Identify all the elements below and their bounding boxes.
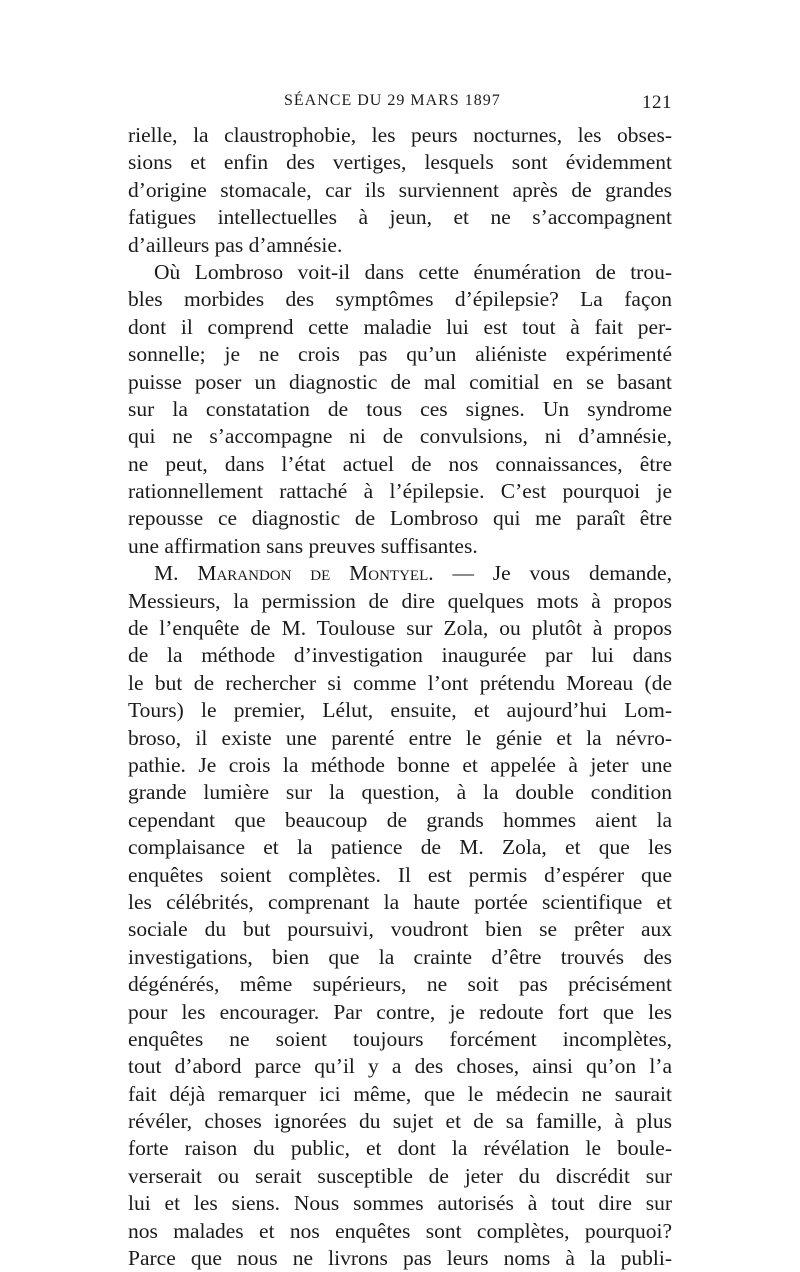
text-line: dont il comprend cette maladie lui est tout à fait per-	[128, 314, 672, 339]
text-line: sonnelle; je ne crois pas qu’un aliéniste expérimenté	[128, 342, 672, 367]
text-line	[128, 560, 672, 587]
text-line: le but de rechercher si comme l’ont prétendu Moreau (de	[128, 670, 672, 695]
text-line: grande lumière sur la question, à la double condition	[128, 780, 672, 805]
body-text	[128, 122, 672, 1272]
text-line: forte raison du public, et dont la révélation le boule-	[128, 1136, 672, 1161]
text-line: qui ne s’accompagne ni de convulsions, ni d’amnésie,	[128, 424, 672, 449]
book-page	[128, 90, 672, 1272]
text-line: investigations, bien que la crainte d’être trouvés des	[128, 944, 672, 969]
text-line: de l’enquête de M. Toulouse sur Zola, ou plutôt à propos	[128, 616, 672, 641]
text-line: tout d’abord parce qu’il y a des choses, ainsi qu’on l’a	[128, 1054, 672, 1079]
text-line: verserait ou serait susceptible de jeter du discrédit sur	[128, 1163, 672, 1188]
text-line: fait déjà remarquer ici même, que le médecin ne saurait	[128, 1081, 672, 1106]
text-line: Messieurs, la permission de dire quelques mots à propos	[128, 588, 672, 613]
text-line: nos malades et nos enquêtes sont complètes, pourquoi?	[128, 1218, 672, 1243]
text-line: dégénérés, même supérieurs, ne soit pas précisément	[128, 972, 672, 997]
text-line: Où Lombroso voit-il dans cette énumération de trou-	[154, 259, 672, 284]
text-line: d’ailleurs pas d’amnésie.	[128, 232, 343, 257]
text-line: pour les encourager. Par contre, je redoute fort que les	[128, 999, 672, 1024]
text-line: les célébrités, comprenant la haute portée scientifique et	[128, 889, 672, 914]
text-line: cependant que beaucoup de grands hommes aient la	[128, 807, 672, 832]
text-line: ne peut, dans l’état actuel de nos connaissances, être	[128, 451, 672, 476]
text-line: une affirmation sans preuves suffisantes.	[128, 533, 478, 558]
text-line: lui et les siens. Nous sommes autorisés à tout dire sur	[128, 1191, 672, 1216]
running-head-title: SÉANCE DU 29 MARS 1897	[284, 92, 501, 109]
text-line: révéler, choses ignorées du sujet et de sa famille, à plus	[128, 1109, 672, 1134]
text-line: enquêtes ne soient toujours forcément incomplètes,	[128, 1026, 672, 1051]
page-number: 121	[642, 92, 672, 113]
text-line: broso, il existe une parenté entre le génie et la névro-	[128, 725, 672, 750]
text-line: rielle, la claustrophobie, les peurs nocturnes, les obses-	[128, 123, 672, 147]
text-line: sions et enfin des vertiges, lesquels sont évidemment	[128, 150, 672, 175]
text-line: repousse ce diagnostic de Lombroso qui me paraît être	[128, 506, 672, 531]
text-line: rationnellement rattaché à l’épilepsie. C’est pourquoi je	[128, 479, 672, 504]
text-line: Parce que nous ne livrons pas leurs noms à la publi-	[128, 1246, 672, 1271]
text-line: d’origine stomacale, car ils surviennent après de grandes	[128, 177, 672, 202]
text-line: sur la constatation de tous ces signes. Un syndrome	[128, 396, 672, 421]
text-line: bles morbides des symptômes d’épilepsie? La façon	[128, 287, 672, 312]
text-line: sociale du but poursuivi, voudront bien se prêter aux	[128, 917, 672, 942]
text-line: enquêtes soient complètes. Il est permis d’espérer que	[128, 862, 672, 887]
text-line: puisse poser un diagnostic de mal comitial en se basant	[128, 369, 672, 394]
speaker-name: M. Marandon de Montyel.	[154, 561, 434, 586]
text-line: pathie. Je crois la méthode bonne et appelée à jeter une	[128, 752, 672, 777]
text-line: Tours) le premier, Lélut, ensuite, et aujourd’hui Lom-	[128, 698, 672, 723]
text-line: complaisance et la patience de M. Zola, et que les	[128, 835, 672, 860]
speaker-text: — Je vous demande,	[433, 561, 672, 586]
running-head	[128, 90, 672, 122]
text-line: fatigues intellectuelles à jeun, et ne s’accompagnent	[128, 205, 672, 230]
text-line: de la méthode d’investigation inaugurée par lui dans	[128, 643, 672, 668]
